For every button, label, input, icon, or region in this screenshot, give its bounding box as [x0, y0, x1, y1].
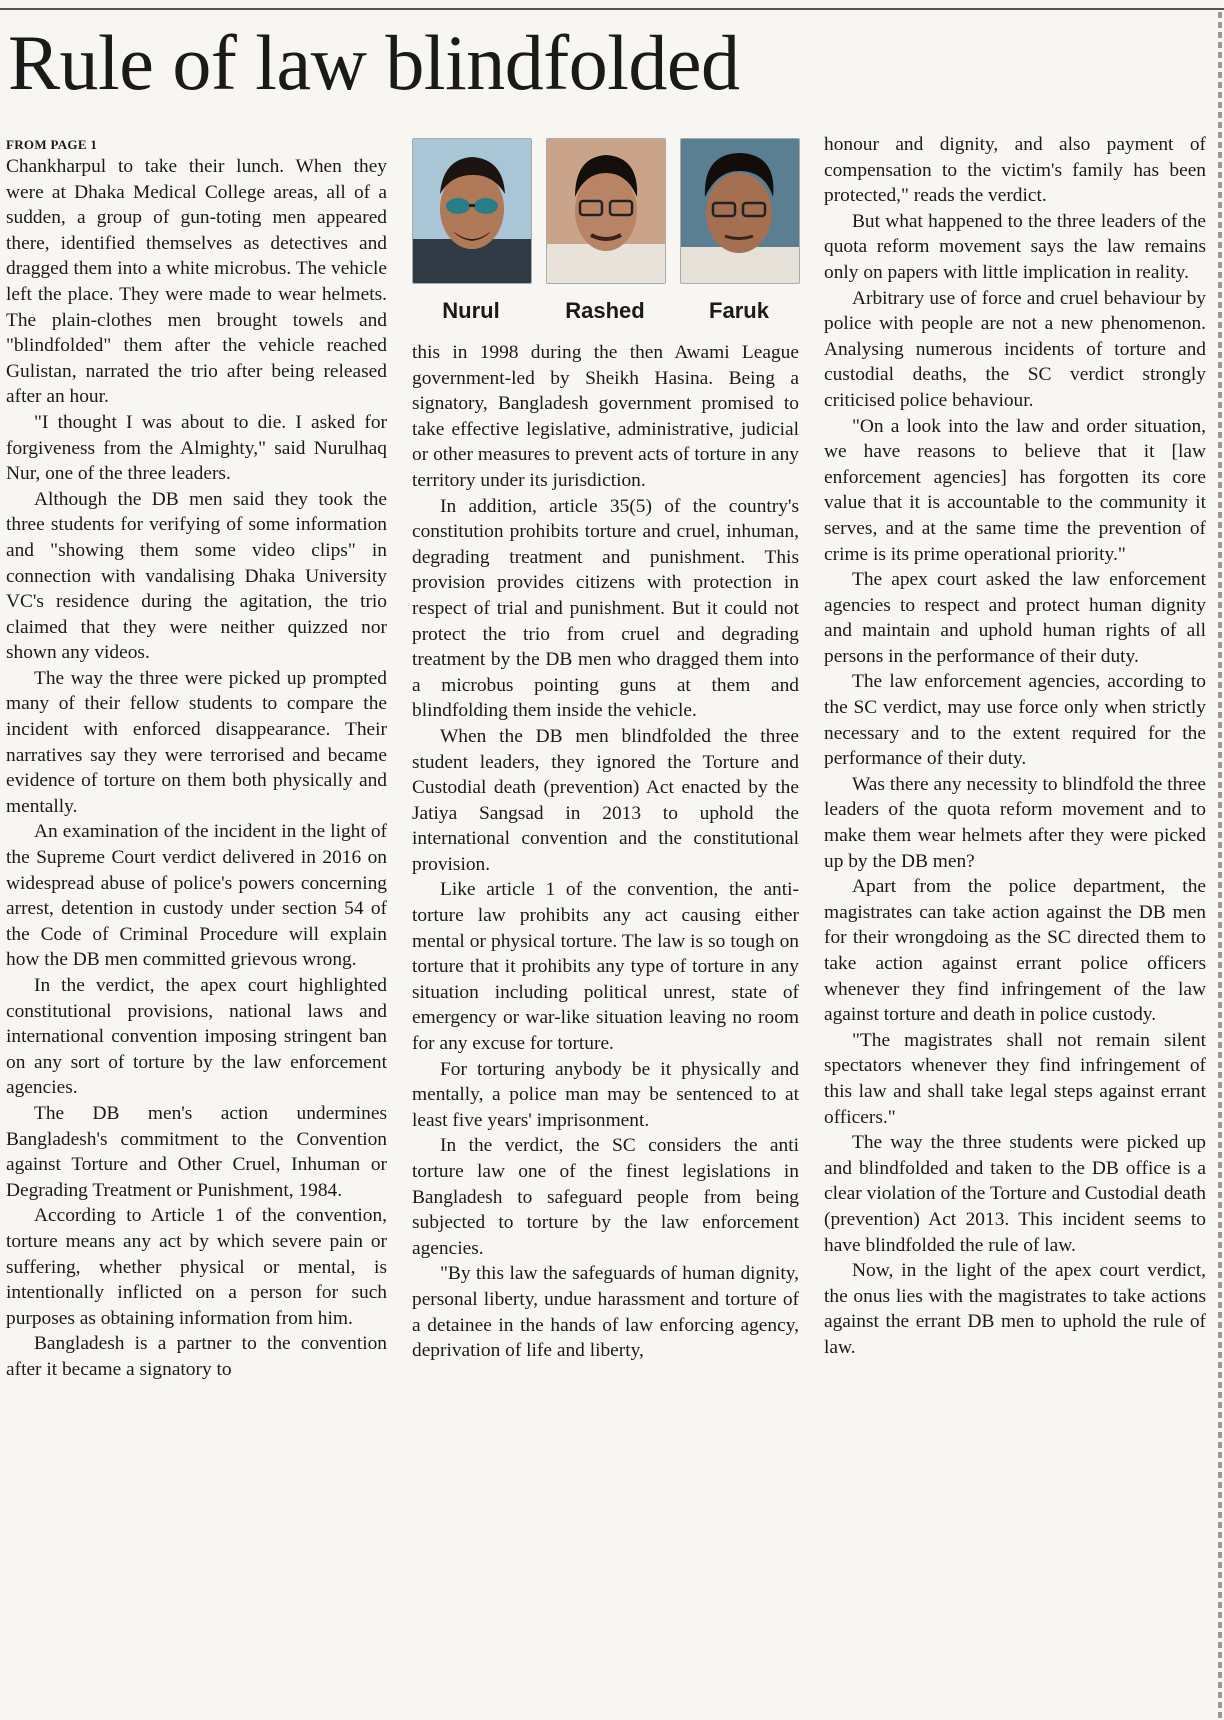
paragraph: An examination of the incident in the light of the Supreme Court verdict delivered in 2016 on widespread abuse of police's powers concerning arrest, detention in custody under section 54 of the Code of Criminal Procedure will explain how the DB men committed grievous wrong.	[6, 821, 387, 971]
paragraph: this in 1998 during the then Awami League government-led by Sheikh Hasina. Being a signatory, Bangladesh government promised to take effective legislative, administrative, judicial or other measures to prevent acts of torture in any territory under its jurisdiction.	[412, 342, 799, 491]
paragraph: "On a look into the law and order situation, we have reasons to believe that it [law enforcement agencies] has forgotten its core value that it is accountable to the community it serves, and at the same time the prevention of crime is its prime operational priority."	[824, 415, 1206, 565]
paragraph: "I thought I was about to die. I asked for forgiveness from the Almighty," said Nurulhaq Nur, one of the three leaders.	[6, 411, 387, 485]
paragraph: "By this law the safeguards of human dignity, personal liberty, undue harassment and torture of a detainee in the hands of law enforcing agency, deprivation of life and liberty,	[412, 1263, 799, 1362]
paragraph: Apart from the police department, the magistrates can take action against the DB men for their wrongdoing as the SC directed them to take action against errant police officers whenever they find infringement of the law against torture and death in police custody.	[824, 876, 1206, 1026]
page-edge-marks	[1218, 12, 1222, 1720]
photo-caption: Nurul	[442, 298, 500, 323]
photo-strip	[412, 138, 802, 328]
paragraph: Although the DB men said they took the three students for verifying of some information and "showing them some video clips" in connection with vandalising Dhaka University VC's residence during the agitation, the trio claimed that they were neither quizzed nor shown any videos.	[6, 488, 387, 664]
paragraph: When the DB men blindfolded the three student leaders, they ignored the Torture and Custodial death (prevention) Act enacted by the Jatiya Sangsad in 2013 to uphold the international convention and the constitutional provision.	[412, 725, 799, 875]
paragraph: Was there any necessity to blindfold the three leaders of the quota reform movement and to make them wear helmets after they were picked up by the DB men?	[824, 773, 1206, 872]
portrait-glasses-icon	[681, 139, 799, 283]
paragraph: Like article 1 of the convention, the anti-torture law prohibits any act causing either mental or physical torture. The law is so tough on torture that it prohibits any type of torture in any situation including political unrest, state of emergency or war-like situation leaving no room for any excuse for torture.	[412, 879, 799, 1055]
portrait-glasses-icon	[547, 139, 665, 283]
paragraph: The way the three were picked up prompted many of their fellow students to compare the incident with enforced disappearance. Their narratives say they were terrorised and became evidence of torture on them both physically and mentally.	[6, 667, 387, 817]
paragraph: honour and dignity, and also payment of compensation to the victim's family has been protected," reads the verdict.	[824, 134, 1206, 207]
paragraph: For torturing anybody be it physically and mentally, a police man may be sentenced to at least five years' imprisonment.	[412, 1058, 799, 1131]
kicker-from-page: FROM PAGE 1	[6, 137, 98, 152]
photo-faruk	[680, 138, 800, 284]
paragraph: "The magistrates shall not remain silent spectators whenever they find infringement of this law and shall take legal steps against errant officers."	[824, 1029, 1206, 1128]
portrait-sunglasses-icon	[413, 139, 531, 283]
paragraph: Bangladesh is a partner to the convention after it became a signatory to	[6, 1333, 387, 1380]
paragraph: But what happened to the three leaders of the quota reform movement says the law remains only on papers with little implication in reality.	[824, 210, 1206, 283]
paragraph: In addition, article 35(5) of the country's constitution prohibits torture and cruel, inhuman, degrading treatment and punishment. This provision provides citizens with protection in respect of trial and punishment. But it could not protect the trio from cruel and degrading treatment by the DB men who dragged them into a microbus pointing guns at them and blindfolding them inside the vehicle.	[412, 495, 799, 722]
paragraph: The apex court asked the law enforcement agencies to respect and protect human dignity and maintain and uphold human rights of all persons in the performance of their duty.	[824, 569, 1206, 667]
article-column-1	[6, 136, 387, 1383]
photo-caption: Faruk	[709, 298, 769, 323]
paragraph: According to Article 1 of the convention, torture means any act by which severe pain or suffering, whether physical or mental, is intentionally inflicted on a person for such purposes as obtaining information from him.	[6, 1205, 387, 1329]
article-column-3	[824, 132, 1206, 1361]
paragraph: The law enforcement agencies, according to the SC verdict, may use force only when strictly necessary and to the extent required for the performance of their duty.	[824, 671, 1206, 770]
headline: Rule of law blindfolded	[8, 19, 740, 106]
paragraph: Arbitrary use of force and cruel behaviour by police with people are not a new phenomenon. Analysing numerous incidents of torture and custodial deaths, the SC verdict strongly criticised police behaviour.	[824, 287, 1206, 411]
paragraph: In the verdict, the SC considers the anti torture law one of the finest legislations in Bangladesh to safeguard people from being subjected to torture by the law enforcement agencies.	[412, 1135, 799, 1259]
article-column-2	[412, 340, 799, 1364]
paragraph: Now, in the light of the apex court verdict, the onus lies with the magistrates to take actions against the errant DB men to uphold the rule of law.	[824, 1260, 1206, 1358]
photo-nurul	[412, 138, 532, 284]
photo-caption: Rashed	[565, 298, 645, 323]
paragraph: Chankharpul to take their lunch. When they were at Dhaka Medical College areas, all of a sudden, a group of gun-toting men appeared there, identified themselves as detectives and dragged them into a white microbus. The vehicle left the place. They were made to wear helmets. The plain-clothes men brought towels and "blindfolded" them after the vehicle reached Gulistan, narrated the trio after being released after an hour.	[6, 156, 387, 408]
photo-rashed	[546, 138, 666, 284]
paragraph: The DB men's action undermines Bangladesh's commitment to the Convention against Torture and Other Cruel, Inhuman or Degrading Treatment or Punishment, 1984.	[6, 1102, 387, 1201]
paragraph: In the verdict, the apex court highlighted constitutional provisions, national laws and international convention imposing stringent ban on any sort of torture by the law enforcement agencies.	[6, 975, 387, 1099]
paragraph: The way the three students were picked up and blindfolded and taken to the DB office is a clear violation of the Torture and Custodial death (prevention) Act 2013. This incident seems to have blindfolded the rule of law.	[824, 1132, 1206, 1256]
top-rule	[0, 8, 1224, 10]
